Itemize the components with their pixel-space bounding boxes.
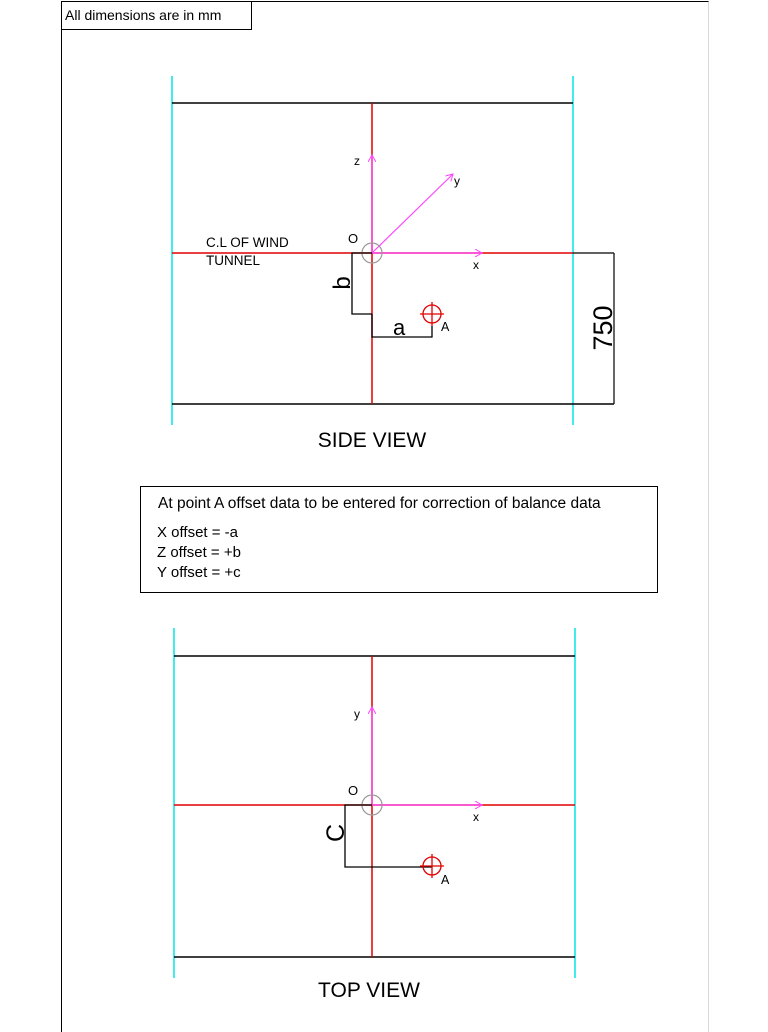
dimensions-note: All dimensions are in mm <box>62 2 252 30</box>
side-y-axis-label: y <box>454 174 460 188</box>
side-origin-label: O <box>348 231 359 246</box>
top-origin-label: O <box>348 783 359 798</box>
side-x-axis-label: x <box>473 258 479 272</box>
dim-a-label: a <box>393 315 406 340</box>
top-y-axis-label: y <box>354 707 360 721</box>
top-point-a-label: A <box>441 873 450 887</box>
centerline-label-line1: C.L OF WIND <box>206 235 289 250</box>
side-view <box>172 76 618 452</box>
top-view-title: TOP VIEW <box>318 979 420 1002</box>
centerline-label-line2: TUNNEL <box>206 253 261 268</box>
z-offset-line: Z offset = +b <box>157 544 241 561</box>
offset-info-title: At point A offset data to be entered for correction of balance data <box>158 495 601 512</box>
side-z-axis-label: z <box>354 154 360 168</box>
dim-c-bracket <box>345 805 432 867</box>
height-dimension-label: 750 <box>588 305 618 351</box>
y-offset-line: Y offset = +c <box>157 564 241 581</box>
dim-b-label: b <box>329 276 356 290</box>
x-offset-line: X offset = -a <box>157 524 239 541</box>
dim-c-label: C <box>322 823 350 843</box>
side-view-title: SIDE VIEW <box>317 429 427 452</box>
top-view <box>174 628 575 1002</box>
top-x-axis-label: x <box>473 810 479 824</box>
side-y-axis <box>372 174 453 253</box>
side-point-a-label: A <box>441 320 450 334</box>
offset-info-box <box>140 486 658 593</box>
